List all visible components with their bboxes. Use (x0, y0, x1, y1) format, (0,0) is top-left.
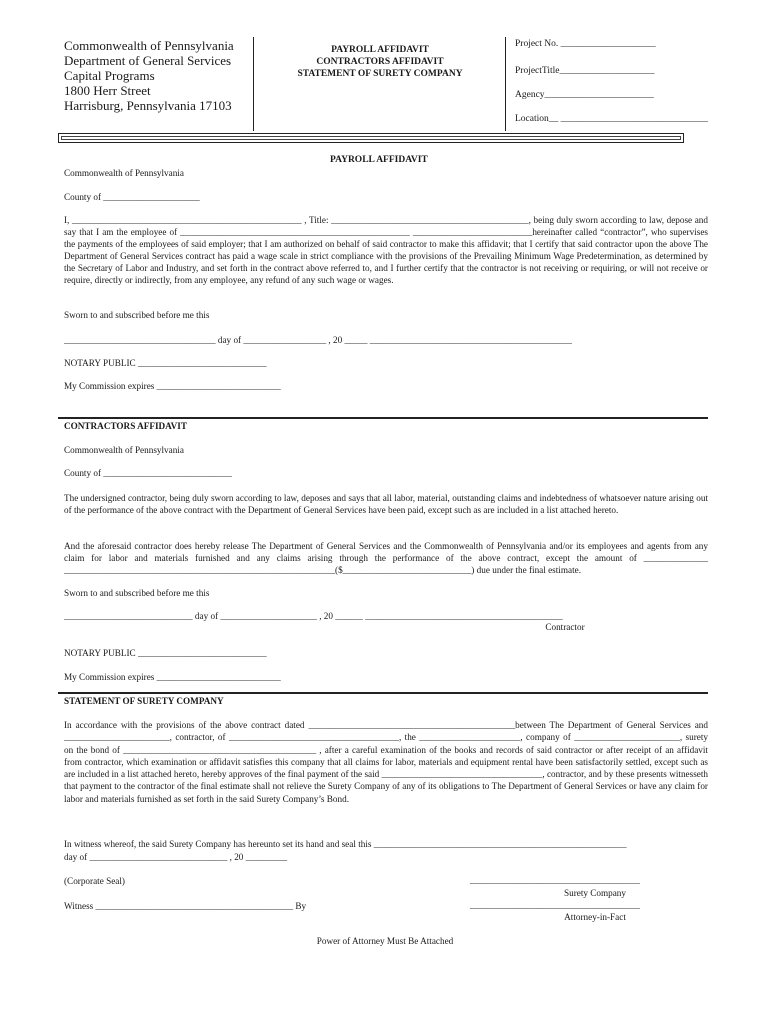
address-line: Capital Programs (64, 68, 155, 83)
address-line: Commonwealth of Pennsylvania (64, 38, 234, 53)
power-of-attorney-note: Power of Attorney Must Be Attached (316, 936, 454, 946)
payroll-commission-field[interactable]: My Commission expires ___________________________ (64, 381, 281, 391)
attorney-in-fact-caption: Attorney-in-Fact (564, 912, 626, 922)
agency-address (64, 38, 234, 113)
section-divider (58, 692, 708, 694)
payroll-notary-field[interactable]: NOTARY PUBLIC ____________________________ (64, 358, 267, 368)
contractors-commonwealth: Commonwealth of Pennsylvania (64, 445, 184, 455)
contractors-paragraph-2[interactable]: And the aforesaid contractor does hereby release The Department of General Services and the Commonwealth of Pennsylvania and/or its employees and agents from any claim for labor and materials furnished and any claims arising through the performance of the above contract, except the amount of ______________ ___________________________________________________________($____________________________) due under the final estimate. (64, 541, 708, 575)
payroll-sworn-text: Sworn to and subscribed before me this (64, 310, 210, 320)
contractors-sworn-text: Sworn to and subscribed before me this (64, 588, 210, 598)
corporate-seal-label: (Corporate Seal) (64, 876, 125, 886)
payroll-county-field[interactable]: County of _____________________ (64, 192, 200, 202)
address-line: Harrisburg, Pennsylvania 17103 (64, 98, 232, 113)
contractors-date-line[interactable]: ____________________________ day of _____________________ , 20 ______ ___________________________________________ (64, 611, 563, 621)
contractors-affidavit-heading: CONTRACTORS AFFIDAVIT (64, 421, 187, 431)
header-divider-left (253, 37, 254, 131)
header-separator-bar (58, 133, 684, 143)
address-line: Department of General Services (64, 53, 232, 68)
agency-field[interactable]: Agency_______________________ (515, 90, 654, 100)
contractors-notary-field[interactable]: NOTARY PUBLIC ____________________________ (64, 648, 267, 658)
surety-day-line[interactable]: day of ______________________________ , 20 _________ (64, 852, 288, 862)
surety-statement-heading: STATEMENT OF SURETY COMPANY (64, 696, 224, 706)
surety-statement-body[interactable]: In accordance with the provisions of the above contract dated _____________________________________________between The Department of General Services and _______________________, contractor, of _____________________________________, the ______________________, company of _______________________, surety on the bond of __________________________________________ , after a careful examination of the books and records of said contractor or after receipt of an affidavit from contractor, which examination or affidavit satisfies this company that all claims for labor, materials and equipment rental have been satisfactorily settled, except such as are included in a list attached hereto, hereby approves of the final payment of the said ___________________________________, contractor, and by these presents witnesseth that payment to the contractor of the final estimate shall not relieve the Surety Company of any of its obligations to The Department of General Services or have any claim for labor and materials furnished as set forth in the said Surety Company’s Bond. (64, 720, 708, 804)
project-title-field[interactable]: ProjectTitle____________________ (515, 66, 655, 76)
payroll-affidavit-body[interactable]: I, __________________________________________________ , Title: ___________________________________________, being duly sworn according to law, depose and say that I am the employee of __________________________________________________ __________________________hereinafter called “contractor”, who supervises the payments of the employees of said employer; that I am authorized on behalf of said contractor to make this affidavit; that I certify that said contractor upon the above The Department of General Services contract has paid a wage scale in strict compliance with the provisions of the Prevailing Minimum Wage Predetermination, as determined by the Secretary of Labor and Industry, and set forth in the contract above referred to, and I further certify that the contractor is not receiving or requiring, or will not receive or require, directly or indirectly, from any employee, any refund of any such wage or wages. (64, 215, 708, 285)
surety-company-signature-line[interactable]: _____________________________________ (470, 875, 640, 885)
contractors-county-field[interactable]: County of ____________________________ (64, 468, 232, 478)
contractors-paragraph-1: The undersigned contractor, being duly sworn according to law, deposes and says that all labor, material, outstanding claims and indebtedness of whatsoever nature arising out of the performance of the above contract with the Department of General Services have been paid, except such as are included in a list attached hereto. (64, 493, 708, 515)
address-line: 1800 Herr Street (64, 83, 151, 98)
surety-company-caption: Surety Company (563, 888, 626, 898)
form-title (270, 44, 490, 80)
location-field[interactable]: Location__ _______________________________ (515, 114, 708, 124)
form-title-line: STATEMENT OF SURETY COMPANY (297, 69, 463, 79)
surety-witness-whereof-line[interactable]: In witness whereof, the said Surety Company has hereunto set its hand and seal this _______________________________________________________ (64, 839, 627, 849)
project-no-field[interactable]: Project No. ____________________ (515, 39, 656, 49)
header-divider-right (505, 37, 506, 131)
form-title-line: PAYROLL AFFIDAVIT (331, 45, 429, 55)
payroll-commonwealth: Commonwealth of Pennsylvania (64, 168, 184, 178)
witness-field[interactable]: Witness ___________________________________________ By (64, 901, 307, 911)
contractors-commission-field[interactable]: My Commission expires ___________________________ (64, 672, 281, 682)
payroll-affidavit-heading: PAYROLL AFFIDAVIT (330, 155, 428, 165)
payroll-date-line[interactable]: _________________________________ day of __________________ , 20 _____ ____________________________________________ (64, 335, 572, 345)
contractor-signature-caption: Contractor (545, 622, 585, 632)
section-divider (58, 417, 708, 419)
attorney-in-fact-signature-line[interactable]: _____________________________________ (470, 900, 640, 910)
form-title-line: CONTRACTORS AFFIDAVIT (316, 57, 444, 67)
